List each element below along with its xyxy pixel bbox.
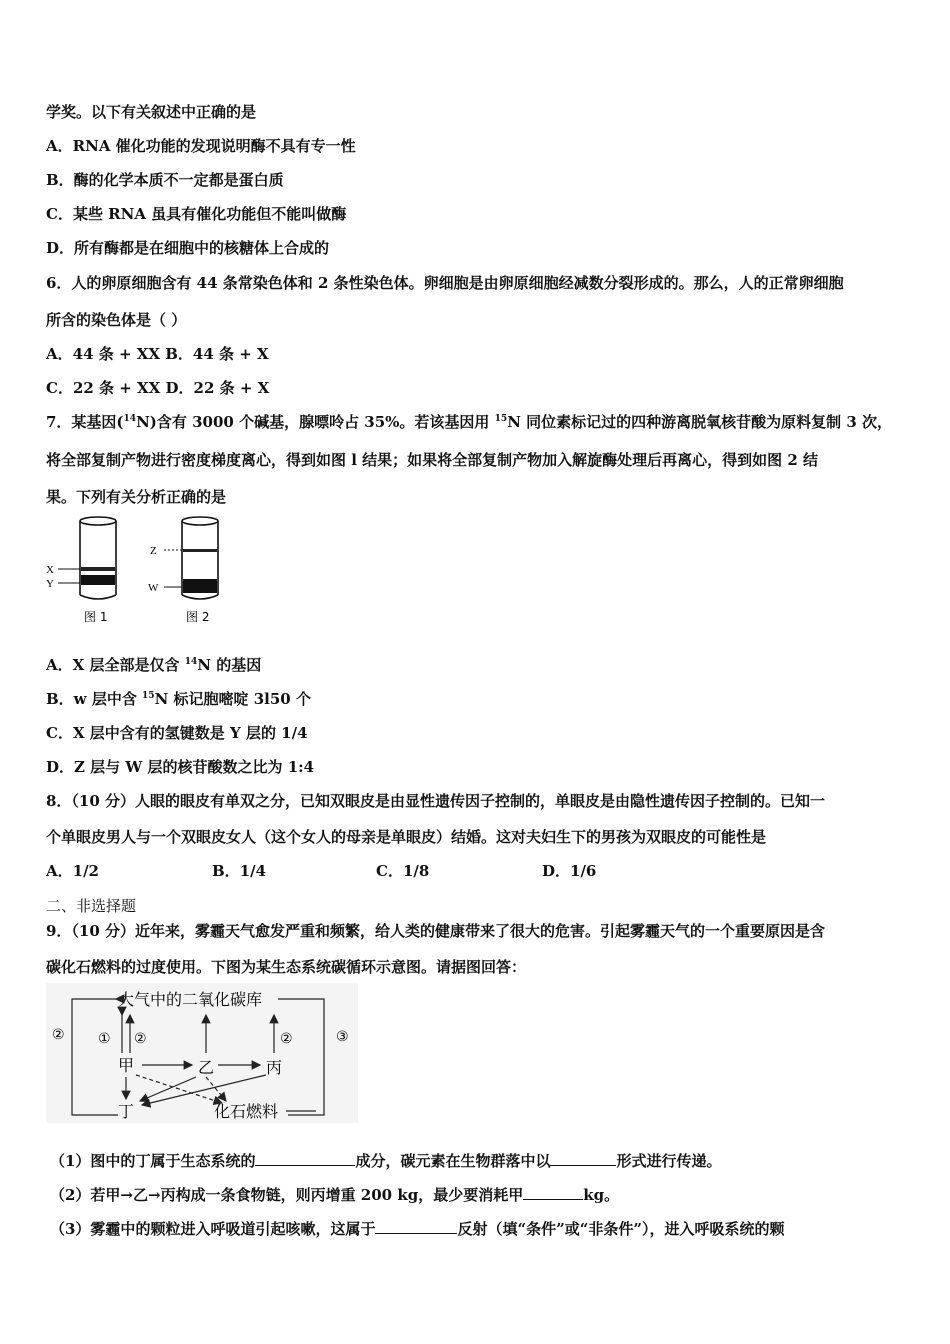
q5-option-b[interactable]: B．酶的化学本质不一定都是蛋白质: [46, 171, 284, 189]
q7-option-c[interactable]: C．X 层中含有的氢键数是 Y 层的 1/4: [46, 724, 308, 742]
circle-2-jia: ②: [134, 1031, 147, 1047]
blank-3[interactable]: [523, 1185, 583, 1200]
q7-option-d[interactable]: D．Z 层与 W 层的核苷酸数之比为 1:4: [46, 758, 315, 776]
caption-fig1: 图 1: [84, 610, 108, 624]
tube-2-band-z: [183, 549, 217, 552]
carbon-cycle-diagram: [46, 983, 358, 1123]
q7-option-b[interactable]: B．w 层中含 $^{15}$N 标记胞嘧啶 3l50 个: [46, 690, 311, 708]
q8-option-b[interactable]: B．1/4: [212, 862, 267, 880]
node-jia: 甲: [118, 1056, 135, 1075]
q9-sub2: （2）若甲→乙→丙构成一条食物链，则丙增重 200 kg，最少要消耗甲 kg。: [50, 1186, 620, 1204]
tube-1-band-x: [81, 567, 115, 571]
q7-stem-line3: 果。下列有关分析正确的是: [46, 488, 227, 506]
q6-stem-line1: 6．人的卵原细胞含有 44 条常染色体和 2 条性染色体。卵细胞是由卵原细胞经减数分裂形成的。那么，人的正常卵细胞: [46, 274, 844, 292]
q6-options-cd[interactable]: C．22 条 + XX D．22 条 + X: [46, 379, 270, 397]
q8-option-a[interactable]: A．1/2: [46, 862, 99, 880]
q8-option-d[interactable]: D．1/6: [542, 862, 597, 880]
circle-1: ①: [98, 1031, 111, 1047]
q7-stem-line2: 将全部复制产物进行密度梯度离心，得到如图 l 结果；如果将全部复制产物加入解旋酶处理后再离心，得到如图 2 结: [46, 451, 819, 469]
q5-option-d[interactable]: D．所有酶都是在细胞中的核糖体上合成的: [46, 239, 330, 257]
co2-pool: 大气中的二氧化碳库: [118, 990, 263, 1009]
node-fuel: 化石燃料: [214, 1102, 279, 1121]
circle-3-right: ③: [336, 1029, 349, 1045]
q8-option-c[interactable]: C．1/8: [376, 862, 430, 880]
node-bing: 丙: [266, 1058, 283, 1077]
q6-stem-line2: 所含的染色体是（ ）: [46, 311, 187, 329]
blank-2[interactable]: [550, 1151, 616, 1166]
section-heading: 二、非选择题: [46, 897, 137, 915]
tube-1-band-y: [81, 575, 115, 585]
blank-1[interactable]: [255, 1151, 355, 1166]
q8-stem-line2: 个单眼皮男人与一个双眼皮女人（这个女人的母亲是单眼皮）结婚。这对夫妇生下的男孩为双眼皮的可能性是: [46, 828, 767, 846]
q5-stem-tail: 学奖。以下有关叙述中正确的是: [46, 103, 257, 121]
label-z: Z: [150, 545, 157, 557]
centrifuge-tube-figure: [40, 513, 240, 628]
q9-sub1: （1）图中的丁属于生态系统的 成分，碳元素在生物群落中以 形式进行传递。: [50, 1152, 722, 1170]
q9-stem-line1: 9．（10 分）近年来，雾霾天气愈发严重和频繁，给人类的健康带来了很大的危害。引起雾霾天气的一个重要原因是含: [46, 922, 826, 940]
tube-1: [80, 517, 116, 599]
label-w: W: [148, 582, 159, 594]
node-yi: 乙: [198, 1058, 215, 1077]
circle-2-bing: ②: [280, 1031, 293, 1047]
q6-options-ab[interactable]: A．44 条 + XX B．44 条 + X: [46, 345, 269, 363]
circle-2-left: ②: [52, 1027, 65, 1043]
node-ding: 丁: [118, 1102, 135, 1121]
q8-stem-line1: 8．（10 分）人眼的眼皮有单双之分，已知双眼皮是由显性遗传因子控制的，单眼皮是由隐性遗传因子控制的。已知一: [46, 792, 826, 810]
blank-4[interactable]: [375, 1219, 457, 1234]
q9-sub3: （3）雾霾中的颗粒进入呼吸道引起咳嗽，这属于 反射（填“条件”或“非条件”），进入呼吸系统的颗: [50, 1220, 785, 1238]
label-x: X: [46, 564, 54, 576]
tube-2-band-w: [183, 579, 217, 593]
q7-option-a[interactable]: A．X 层全部是仅含 $^{14}$N 的基因: [46, 656, 262, 674]
label-y: Y: [46, 578, 54, 590]
caption-fig2: 图 2: [186, 610, 210, 624]
q5-option-a[interactable]: A．RNA 催化功能的发现说明酶不具有专一性: [46, 137, 356, 155]
q5-option-c[interactable]: C．某些 RNA 虽具有催化功能但不能叫做酶: [46, 205, 347, 223]
q7-stem-line1: 7．某基因($^{14}$N)含有 3000 个碱基，腺嘌呤占 35%。若该基因用 $^{15}$N 同位素标记过的四种游离脱氧核苷酸为原料复制 3 次，: [46, 413, 893, 431]
q9-stem-line2: 碳化石燃料的过度使用。下图为某生态系统碳循环示意图。请据图回答：: [46, 958, 527, 976]
